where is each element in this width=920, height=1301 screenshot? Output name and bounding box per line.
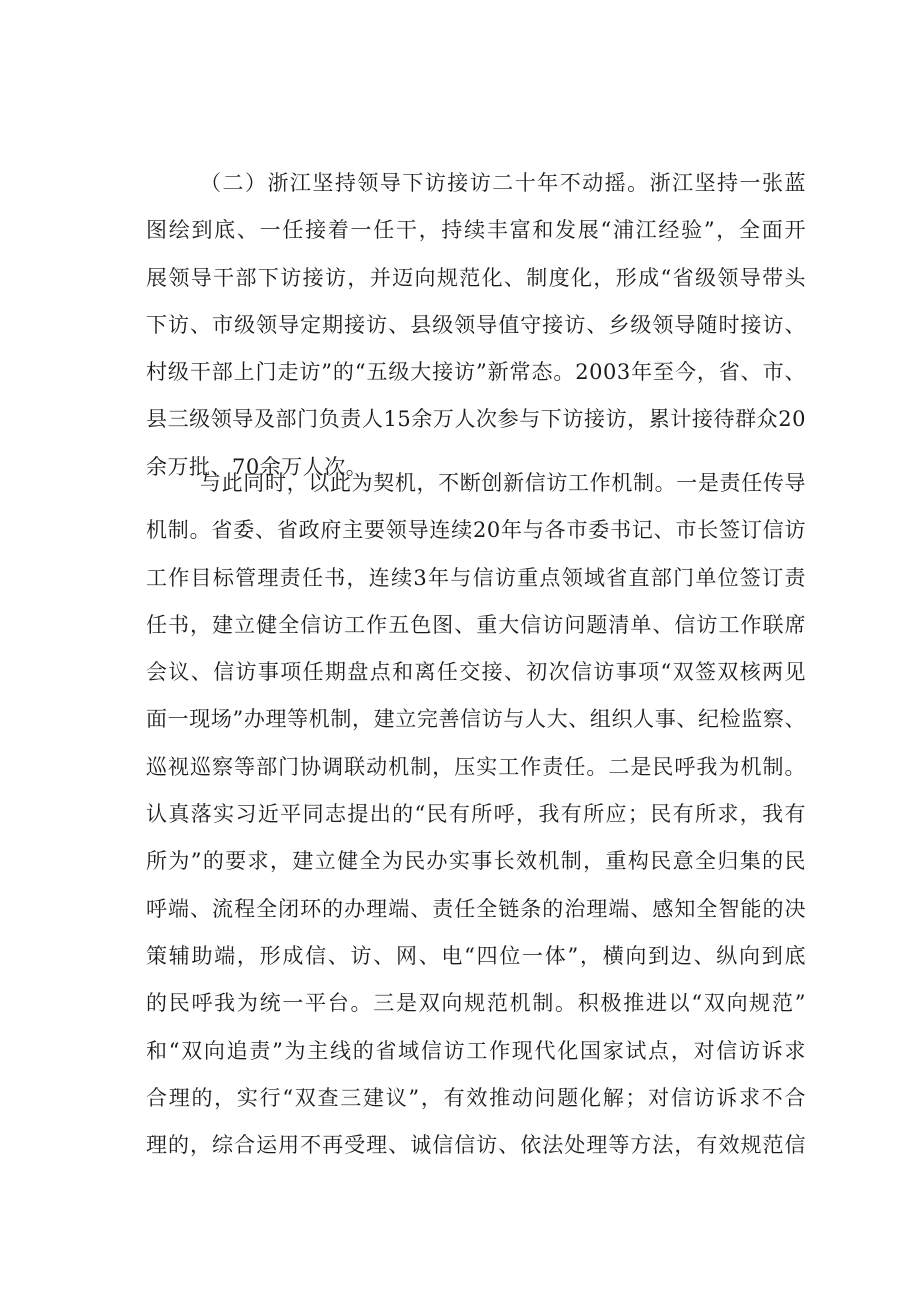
text-line: 展领导干部下访接访，并迈向规范化、制度化，形成“省级领导带头 [146, 265, 806, 290]
text-line: 面一现场”办理等机制，建立完善信访与人大、组织人事、纪检监察、 [146, 707, 806, 732]
text-line: 任书，建立健全信访工作五色图、重大信访问题清单、信访工作联席 [146, 612, 806, 637]
text-line: 所为”的要求，建立健全为民办实事长效机制，重构民意全归集的民 [146, 849, 806, 874]
text-line: 图绘到底、一任接着一任干，持续丰富和发展“浦江经验”，全面开 [146, 218, 806, 243]
text-line: 呼端、流程全闭环的办理端、责任全链条的治理端、感知全智能的决 [146, 896, 806, 921]
text-line: 会议、信访事项任期盘点和离任交接、初次信访事项“双签双核两见 [146, 660, 806, 685]
text-line: 县三级领导及部门负责人15余万人次参与下访接访，累计接待群众20 [146, 407, 806, 432]
text-line: 策辅助端，形成信、访、网、电“四位一体”，横向到边、纵向到底 [146, 943, 806, 968]
paragraph-1 [146, 160, 806, 491]
paragraph-2 [146, 460, 806, 1169]
text-line: 村级干部上门走访”的“五级大接访”新常态。2003年至今，省、市、 [146, 360, 806, 385]
text-line: （二）浙江坚持领导下访接访二十年不动摇。浙江坚持一张蓝 [200, 171, 806, 195]
text-line: 和“双向追责”为主线的省域信访工作现代化国家试点，对信访诉求 [146, 1038, 806, 1063]
text-line: 合理的，实行“双查三建议”，有效推动问题化解；对信访诉求不合 [146, 1085, 806, 1110]
text-line: 余万批、70余万人次。 [146, 454, 368, 479]
text-line: 认真落实习近平同志提出的“民有所呼，我有所应；民有所求，我有 [146, 802, 806, 827]
text-line: 工作目标管理责任书，连续3年与信访重点领域省直部门单位签订责 [146, 565, 806, 590]
text-line: 的民呼我为统一平台。三是双向规范机制。积极推进以“双向规范” [146, 991, 806, 1016]
text-line: 巡视巡察等部门协调联动机制，压实工作责任。二是民呼我为机制。 [146, 754, 806, 779]
text-line: 机制。省委、省政府主要领导连续20年与各市委书记、市长签订信访 [146, 518, 806, 543]
text-line: 下访、市级领导定期接访、县级领导值守接访、乡级领导随时接访、 [146, 312, 806, 337]
text-line: 与此同时，以此为契机，不断创新信访工作机制。一是责任传导 [200, 471, 806, 495]
text-line: 理的，综合运用不再受理、诚信信访、依法处理等方法，有效规范信 [146, 1133, 806, 1158]
